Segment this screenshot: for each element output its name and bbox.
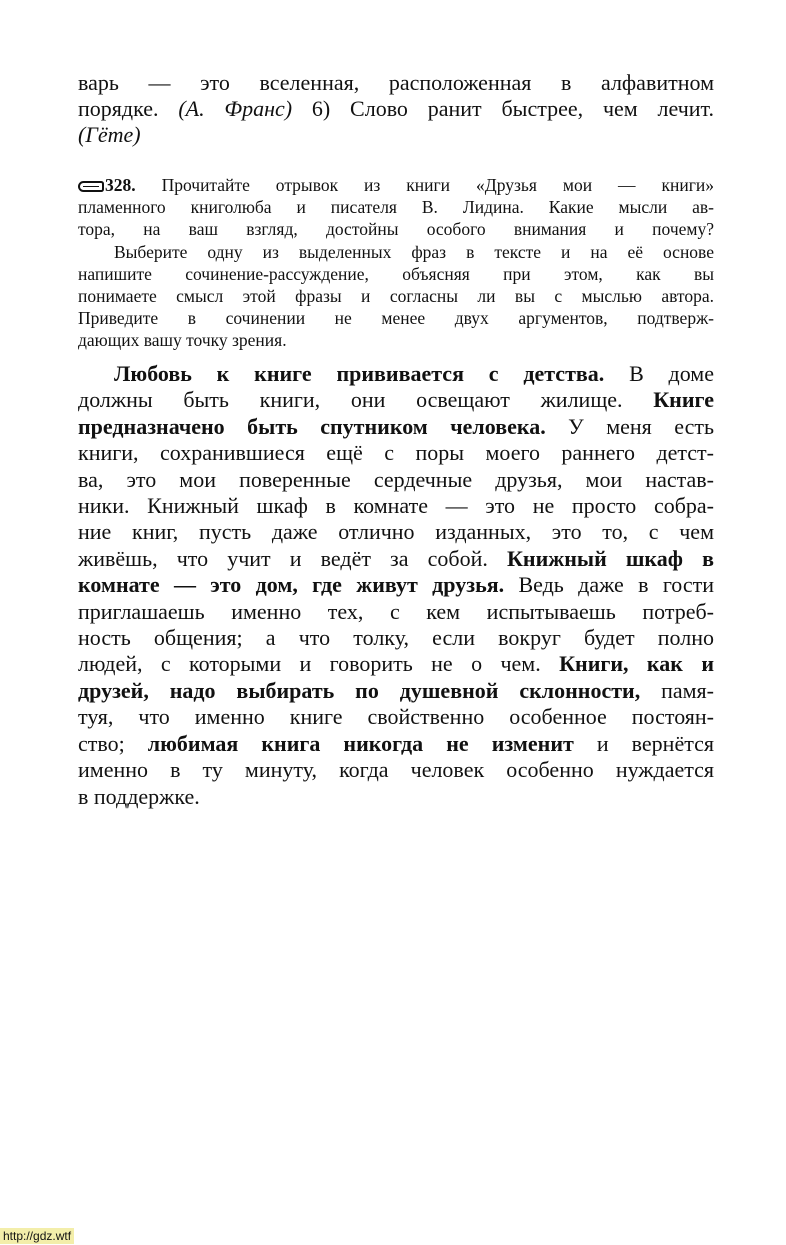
text-line [78,546,714,572]
text-span: Выберите одну из выделенных фраз в тексте и на её основе [114,241,714,262]
text-span: Ведь даже в гости [504,572,715,598]
text-span: ность общения; а что толку, если вокруг будет полно [78,625,714,651]
text-line [78,307,714,329]
text-line [78,96,714,122]
bold-phrase: Книжный шкаф в [506,545,714,571]
text-span: тора, на ваш взгляд, достойны особого внимания и почему? [78,219,714,240]
text-span: В доме [604,361,714,386]
text-line [78,599,714,625]
bold-phrase: друзей, надо выбирать по душевной склонности, [78,677,641,703]
text-span: варь — это вселенная, расположенная в алфавитном [78,70,714,95]
text-line [78,174,714,196]
text-span: приглашаешь именно тех, с кем испытываешь потреб- [78,598,714,624]
bold-phrase: любимая книга никогда не изменит [147,730,574,756]
text-span: ние книг, пусть даже отлично изданных, это то, с чем [78,519,714,545]
text-span: туя, что именно книге свойственно особенное постоян- [78,704,714,730]
citation: (А. Франс) [178,96,293,121]
text-line [78,731,714,757]
text-line [78,784,714,810]
exercise-number: 328. [105,175,136,195]
text-line [78,70,714,96]
exercise-328-task [78,174,714,352]
text-line [78,387,714,413]
text-line [78,361,714,387]
text-line [78,467,714,493]
text-line [78,218,714,240]
pen-writing-icon [78,181,104,192]
text-line [78,625,714,651]
excerpt-text [78,361,714,810]
text-span: напишите сочинение-рассуждение, объясняя при этом, как вы [78,263,714,284]
bold-phrase: Книги, как и [559,651,714,677]
text-span: понимаете смысл этой фразы и согласны ли вы с мыслью автора. [78,286,714,307]
citation: (Гёте) [78,122,141,147]
text-line [78,440,714,466]
text-span: и вернётся [573,730,714,756]
text-line [78,678,714,704]
text-line [78,414,714,440]
text-span: Приведите в сочинении не менее двух аргументов, подтверж- [78,308,714,329]
text-span: пламенного книголюба и писателя В. Лидина. Какие мысли ав- [78,197,714,218]
text-line [78,572,714,598]
text-span: порядке. [78,96,179,121]
text-line [78,122,714,148]
text-line [78,329,714,351]
text-span: У меня есть [545,413,714,439]
text-span: должны быть книги, они освещают жилище. [78,387,654,413]
bold-phrase: Книге [653,387,714,413]
text-line [78,263,714,285]
quotes-continuation [78,70,714,148]
text-line [78,493,714,519]
text-span: людей, с которыми и говорить не о чем. [78,651,560,677]
bold-phrase: предназначено быть спутником человека. [78,413,546,439]
text-span: живёшь, что учит и ведёт за собой. [78,545,507,571]
text-span: книги, сохранившиеся ещё с поры моего раннего детст- [78,440,714,466]
text-span: именно в ту минуту, когда человек особенно нуждается [78,757,714,783]
bold-phrase: Любовь к книге прививается с детства. [114,361,605,386]
text-line [78,285,714,307]
text-line [78,651,714,677]
text-span: 6) Слово ранит быстрее, чем лечит. [292,96,714,121]
text-span: памя- [640,677,714,703]
text-span: ва, это мои поверенные сердечные друзья, мои настав- [78,466,714,492]
text-line [78,519,714,545]
watermark-link[interactable]: http://gdz.wtf [0,1228,74,1244]
bold-phrase: комнате — это дом, где живут друзья. [78,572,505,598]
text-line [78,196,714,218]
text-line [78,757,714,783]
text-line [78,704,714,730]
text-span: в поддержке. [78,783,200,809]
text-span: дающих вашу точку зрения. [78,330,287,351]
text-span: ники. Книжный шкаф в комнате — это не просто собра- [78,493,714,519]
text-span: ство; [78,730,148,756]
text-line [78,241,714,263]
text-span: Прочитайте отрывок из книги «Друзья мои — книги» [135,175,714,195]
